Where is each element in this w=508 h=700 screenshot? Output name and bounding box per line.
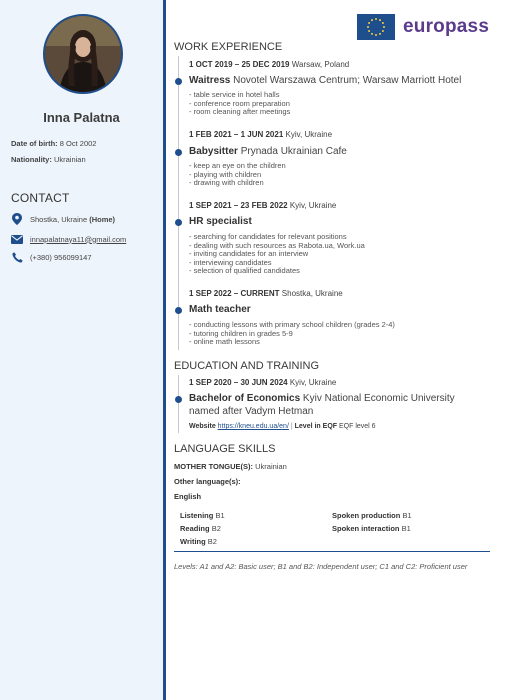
work-timeline	[178, 56, 179, 350]
profile-photo	[43, 14, 123, 94]
nationality-label: Nationality:	[11, 155, 52, 164]
work-experience-heading: WORK EXPERIENCE	[174, 41, 283, 53]
language-levels-legend: Levels: A1 and A2: Basic user; B1 and B2: Independent user; C1 and C2: Proficient user	[174, 562, 468, 571]
europass-logo	[357, 14, 489, 40]
language-skills-heading: LANGUAGE SKILLS	[174, 443, 276, 455]
language-name: English	[174, 492, 202, 501]
eqf-label: Level in EQF	[294, 423, 338, 430]
job-dates: 1 SEP 2021 – 23 FEB 2022 Kyiv, Ukraine	[189, 201, 337, 210]
duty-item: - conference room preparation	[189, 98, 290, 108]
duty-item: - inviting candidates for an interview	[189, 249, 309, 258]
address-tag: (Home)	[89, 214, 116, 224]
website-link[interactable]: https://kneu.edu.ua/en/	[217, 423, 289, 430]
job-dates: 1 OCT 2019 – 25 DEC 2019 Warsaw, Poland	[189, 60, 350, 69]
duty-item: - interviewing candidates	[189, 257, 272, 267]
duty-item: - tutoring children in grades 5-9	[189, 328, 293, 338]
job-title: Waitress Novotel Warszawa Centrum; Warsaw Marriott Hotel	[189, 75, 462, 86]
duty-item: - room cleaning after meetings	[189, 107, 291, 116]
timeline-dot	[175, 149, 182, 156]
duty-item: - selection of qualified candidates	[189, 266, 300, 275]
duty-item: - searching for candidates for relevant positions	[189, 232, 347, 241]
job-duties	[189, 91, 290, 117]
spoken-interaction-level: Spoken interaction B1	[332, 524, 411, 533]
job-duties	[189, 233, 365, 276]
mother-tongue: MOTHER TONGUE(S): Ukrainian	[174, 462, 287, 471]
location-pin-icon	[11, 213, 23, 225]
job-duties	[189, 321, 395, 347]
education-timeline	[178, 375, 179, 433]
listening-level: Listening B1	[180, 511, 225, 520]
duty-item: - playing with children	[189, 169, 262, 179]
duty-item: - online math lessons	[189, 337, 260, 346]
dob-value: 8 Oct 2002	[59, 139, 97, 148]
nationality-value: Ukrainian	[53, 155, 86, 164]
email-link[interactable]: innapalatnaya11@gmail.com	[30, 234, 127, 244]
contact-address	[11, 213, 115, 225]
eqf-value: EQF level 6	[339, 423, 376, 430]
duty-item: - dealing with such resources as Rabota.ua, Work.ua	[189, 240, 365, 250]
section-divider-line	[174, 551, 490, 552]
sidebar	[0, 0, 163, 700]
duty-item: - conducting lessons with primary school children (grades 2-4)	[189, 320, 395, 329]
education-title: Bachelor of Economics Kyiv National Economic University	[189, 393, 455, 404]
logo-text: europass	[403, 16, 490, 37]
eu-flag-icon	[357, 14, 395, 40]
contact-phone	[11, 251, 92, 263]
job-title: HR specialist	[189, 216, 252, 227]
duty-item: - table service in hotel halls	[189, 90, 280, 99]
person-name: Inna Palatna	[43, 110, 120, 125]
reading-level: Reading B2	[180, 524, 221, 533]
duty-item: - keep an eye on the children	[189, 161, 286, 170]
timeline-dot	[175, 307, 182, 314]
email-icon	[11, 233, 23, 245]
job-dates: 1 SEP 2022 – CURRENT Shostka, Ukraine	[189, 289, 343, 298]
job-dates: 1 FEB 2021 – 1 JUN 2021 Kyiv, Ukraine	[189, 130, 333, 139]
address-text: Shostka, Ukraine	[30, 214, 88, 224]
duty-item: - drawing with children	[189, 178, 264, 187]
contact-email[interactable]	[11, 233, 126, 245]
spoken-production-level: Spoken production B1	[332, 511, 412, 520]
job-duties	[189, 162, 286, 188]
date-of-birth	[11, 139, 96, 148]
dob-label: Date of birth:	[11, 139, 58, 148]
education-website-row	[189, 423, 376, 430]
timeline-dot	[175, 396, 182, 403]
phone-icon	[11, 251, 23, 263]
writing-level: Writing B2	[180, 537, 217, 546]
job-title: Math teacher	[189, 304, 251, 315]
other-languages-label: Other language(s):	[174, 477, 241, 486]
contact-heading: CONTACT	[11, 191, 70, 205]
website-label: Website	[189, 423, 216, 430]
sidebar-divider	[163, 0, 166, 700]
phone-text: (+380) 956099147	[30, 252, 92, 262]
job-title: Babysitter Prynada Ukrainian Cafe	[189, 146, 347, 157]
timeline-dot	[175, 78, 182, 85]
timeline-dot	[175, 219, 182, 226]
nationality	[11, 155, 86, 164]
education-heading: EDUCATION AND TRAINING	[174, 360, 320, 372]
education-dates: 1 SEP 2020 – 30 JUN 2024 Kyiv, Ukraine	[189, 378, 337, 387]
separator: |	[290, 423, 293, 430]
education-institution-line2: named after Vadym Hetman	[189, 406, 314, 417]
